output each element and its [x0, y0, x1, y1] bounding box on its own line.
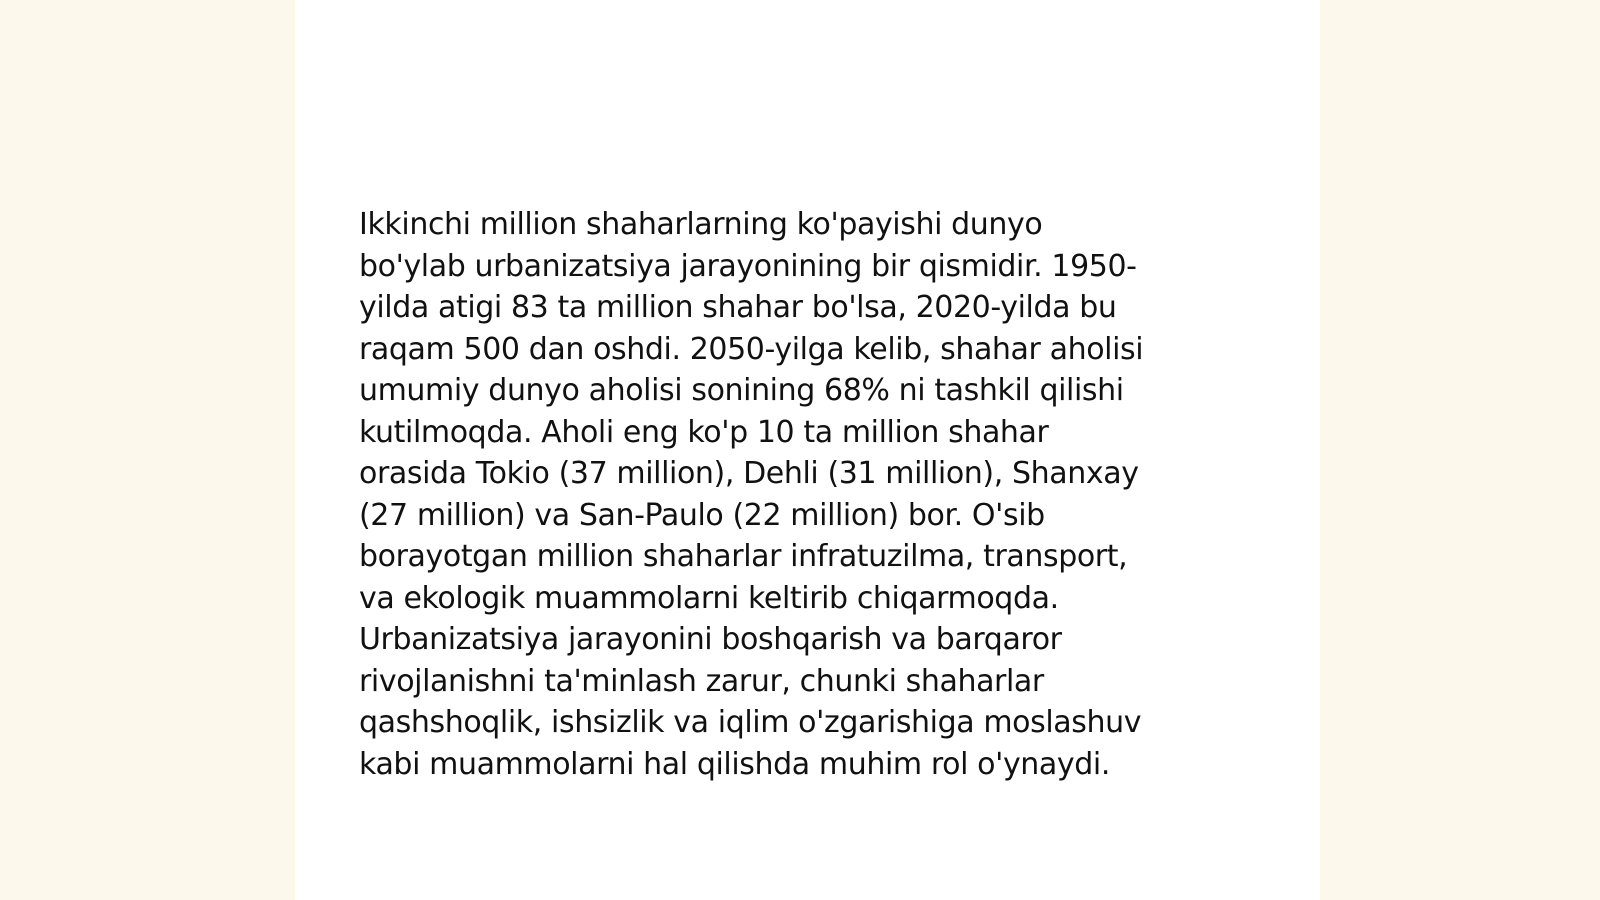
- paragraph-line: rivojlanishni ta'minlash zarur, chunki shaharlar: [359, 663, 1044, 699]
- paragraph-line: Ikkinchi million shaharlarning ko'payishi dunyo: [359, 207, 1043, 242]
- paragraph-line: orasida Tokio (37 million), Dehli (31 million), Shanxay: [359, 456, 1139, 491]
- paragraph-line: bo'ylab urbanizatsiya jarayonining bir qismidir. 1950-: [359, 248, 1137, 284]
- paragraph-line: borayotgan million shaharlar infratuzilma, transport,: [359, 539, 1128, 574]
- paragraph-line: kabi muammolarni hal qilishda muhim rol o'ynaydi.: [359, 746, 1110, 782]
- paragraph-line: (27 million) va San-Paulo (22 million) bor. O'sib: [359, 497, 1045, 533]
- paragraph-line: qashshoqlik, ishsizlik va iqlim o'zgarishiga moslashuv: [359, 705, 1142, 740]
- paragraph-line: va ekologik muammolarni keltirib chiqarmoqda.: [359, 580, 1059, 616]
- paragraph-line: Urbanizatsiya jarayonini boshqarish va barqaror: [359, 622, 1062, 657]
- document-page: [295, 0, 1320, 900]
- paragraph-line: kutilmoqda. Aholi eng ko'p 10 ta million shahar: [359, 414, 1049, 450]
- paragraph-line: yilda atigi 83 ta million shahar bo'lsa, 2020-yilda bu: [359, 290, 1117, 325]
- paragraph-line: raqam 500 dan oshdi. 2050-yilga kelib, shahar aholisi: [359, 331, 1144, 367]
- paragraph-line: umumiy dunyo aholisi sonining 68% ni tashkil qilishi: [359, 373, 1124, 408]
- body-paragraph: [359, 204, 1239, 785]
